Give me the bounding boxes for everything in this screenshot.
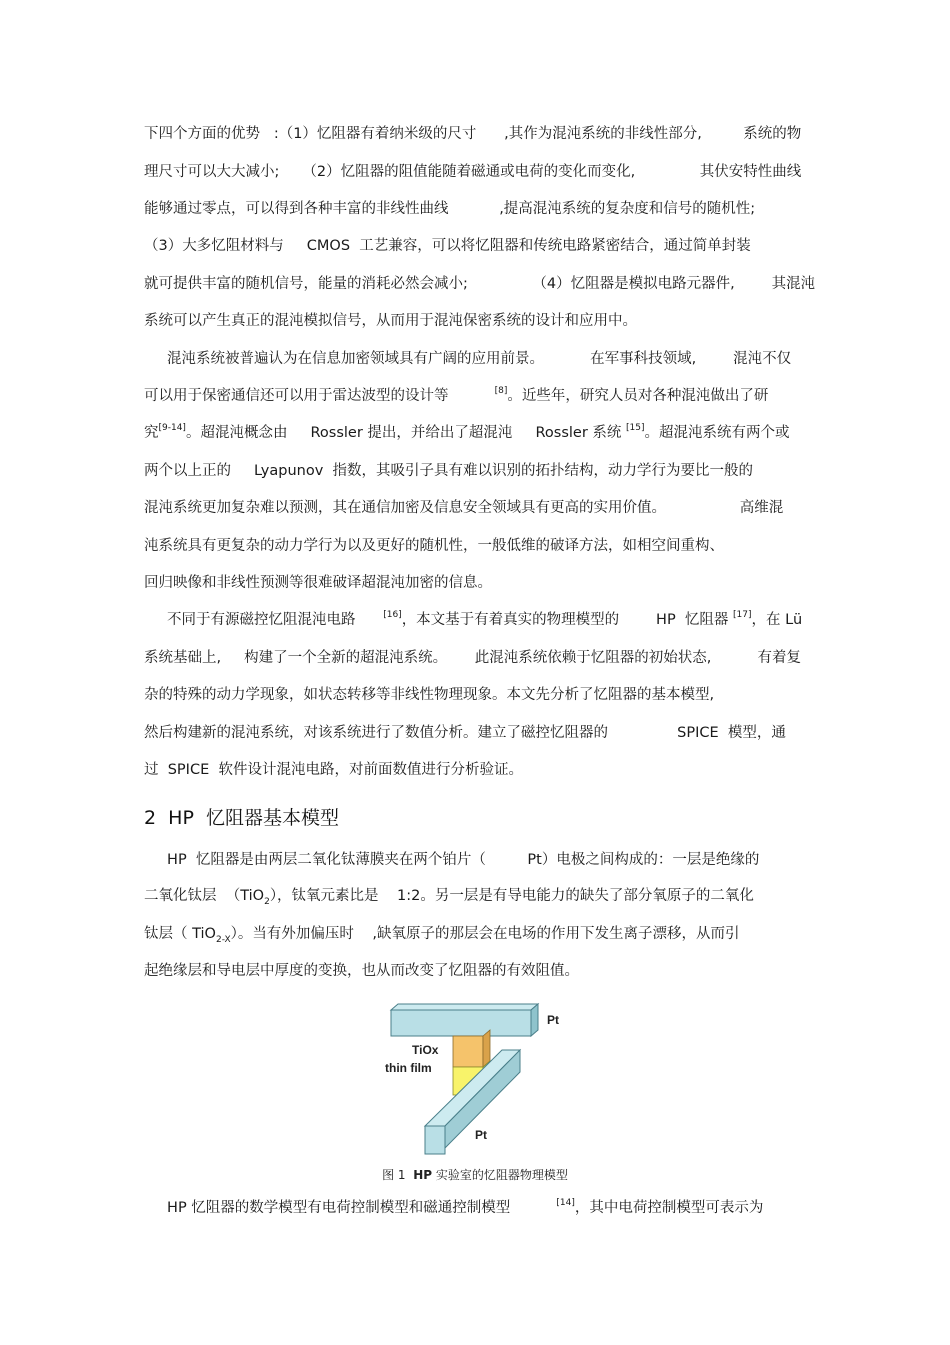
- p3-line-4: 然后构建新的混沌系统，对该系统进行了数值分析。建立了磁控忆阻器的 SPICE 模型，通: [144, 725, 786, 741]
- p3-line-5: 过 SPICE 软件设计混沌电路，对前面数值进行分析验证。: [144, 762, 523, 778]
- p3-line-1-text-b: ，本文基于有着真实的物理模型的 HP 忆阻器: [401, 612, 734, 628]
- p5-line-1: [144, 1198, 806, 1218]
- citation-16: [16]: [383, 610, 402, 620]
- p1-line-6: 系统可以产生真正的混沌模拟信号，从而用于混沌保密系统的设计和应用中。: [144, 313, 637, 329]
- label-pt-bottom: Pt: [475, 1128, 487, 1142]
- top-electrode-side-face: [531, 1004, 538, 1036]
- p3-line-1-text-c: ，在 Lü: [751, 612, 803, 628]
- p4-line-3: [144, 924, 806, 944]
- section-heading: 2 HP 忆阻器基本模型: [144, 807, 339, 829]
- label-thin-film: thin film: [385, 1061, 432, 1075]
- p1-line-3: 能够通过零点，可以得到各种丰富的非线性曲线 ,提高混沌系统的复杂度和信号的随机性;: [144, 201, 756, 217]
- bottom-electrode-front-face: [425, 1126, 445, 1154]
- subscript-2: 2: [264, 897, 270, 907]
- label-tiox: TiOx: [412, 1043, 439, 1057]
- insulating-layer: [453, 1036, 483, 1067]
- p3-line-1: [144, 610, 806, 630]
- p2-line-2: [144, 386, 806, 406]
- citation-14: [14]: [556, 1198, 575, 1208]
- caption-number: 图 1: [382, 1168, 414, 1182]
- p2-line-3-text-b: 。超混沌概念由 Rossler 提出，并给出了超混沌 Rossler 系统: [185, 425, 626, 441]
- citation-15: [15]: [626, 423, 645, 433]
- p4-line-3-text-b: ）。当有外加偏压时 ,缺氧原子的那层会在电场的作用下发生离子漂移，从而引: [230, 926, 740, 942]
- p4-line-2-text-a: 二氧化钛层 （TiO: [144, 888, 265, 904]
- p2-line-6: 沌系统具有更复杂的动力学行为以及更好的随机性，一般低维的破译方法，如相空间重构、: [144, 538, 724, 554]
- p1-line-5: 就可提供丰富的随机信号，能量的消耗必然会减小; （4）忆阻器是模拟电路元器件, 其混沌: [144, 276, 816, 292]
- p2-line-7: 回归映像和非线性预测等很难破译超混沌加密的信息。: [144, 575, 492, 591]
- p3-line-1-text-a: 不同于有源磁控忆阻混沌电路: [144, 612, 384, 628]
- p2-line-2-text-b: 。近些年，研究人员对各种混沌做出了研: [507, 388, 769, 404]
- p4-line-2-text-b: ），钛氧元素比是 1:2。另一层是有导电能力的缺失了部分氧原子的二氧化: [269, 888, 754, 904]
- citation-8: [8]: [494, 386, 508, 396]
- p2-line-3-text-c: 。超混沌系统有两个或: [644, 425, 790, 441]
- p1-line-1: 下四个方面的优势 :（1）忆阻器有着纳米级的尺寸 ,其作为混沌系统的非线性部分, 系统的物: [144, 126, 802, 142]
- p4-line-3-text-a: 钛层（ TiO: [144, 926, 216, 942]
- p3-line-3: 杂的特殊的动力学现象，如状态转移等非线性物理现象。本文先分析了忆阻器的基本模型,: [144, 687, 715, 703]
- p2-line-3: [144, 423, 806, 443]
- p4-line-4: 起绝缘层和导电层中厚度的变换，也从而改变了忆阻器的有效阻值。: [144, 963, 579, 979]
- citation-9-14: [9-14]: [158, 423, 186, 433]
- citation-17: [17]: [733, 610, 752, 620]
- memristor-physical-model-figure: [380, 1002, 580, 1162]
- p2-line-4: 两个以上正的 Lyapunov 指数，其吸引子具有难以识别的拓扑结构，动力学行为要比一般的: [144, 463, 754, 479]
- top-electrode-front-face: [391, 1010, 531, 1036]
- caption-hp: HP: [413, 1168, 433, 1182]
- p5-line-1-text-b: ，其中电荷控制模型可表示为: [574, 1200, 764, 1216]
- p4-line-1: HP 忆阻器是由两层二氧化钛薄膜夹在两个铂片（ Pt）电极之间构成的：一层是绝缘的: [144, 852, 760, 868]
- p4-line-2: [144, 886, 806, 906]
- figure-caption: [368, 1166, 582, 1183]
- p2-line-5: 混沌系统更加复杂难以预测，其在通信加密及信息安全领域具有更高的实用价值。 高维混: [144, 500, 784, 516]
- p1-line-4: （3）大多忆阻材料与 CMOS 工艺兼容，可以将忆阻器和传统电路紧密结合，通过简单封装: [144, 238, 751, 254]
- subscript-2-x: 2-X: [215, 935, 231, 945]
- p2-line-2-text-a: 可以用于保密通信还可以用于雷达波型的设计等: [144, 388, 495, 404]
- p2-line-1: 混沌系统被普遍认为在信息加密领域具有广阔的应用前景。 在军事科技领域, 混沌不仅: [144, 351, 792, 367]
- label-pt-top: Pt: [547, 1013, 559, 1027]
- top-electrode-top-face: [391, 1004, 538, 1010]
- p5-line-1-text-a: HP 忆阻器的数学模型有电荷控制模型和磁通控制模型: [144, 1200, 557, 1216]
- p2-line-3-text-a: 究: [144, 425, 159, 441]
- p3-line-2: 系统基础上, 构建了一个全新的超混沌系统。 此混沌系统依赖于忆阻器的初始状态, 有着复: [144, 650, 802, 666]
- p1-line-2: 理尺寸可以大大减小; （2）忆阻器的阻值能随着磁通或电荷的变化而变化, 其伏安特性曲线: [144, 164, 802, 180]
- caption-text: 实验室的忆阻器物理模型: [432, 1168, 568, 1182]
